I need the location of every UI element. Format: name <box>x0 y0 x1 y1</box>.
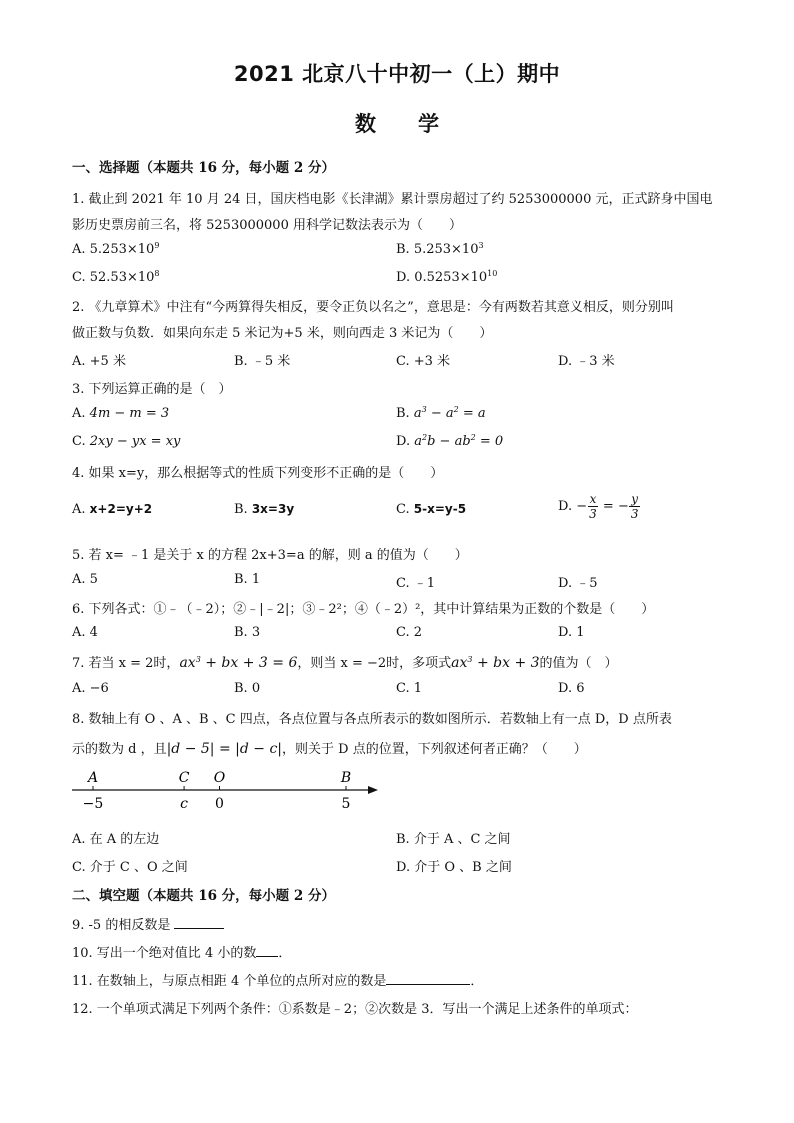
q10-stem: 10. 写出一个绝对值比 4 小的数 ． <box>72 946 292 961</box>
point-name-b: B <box>340 770 352 786</box>
q5-option-a: A. 5 <box>72 572 98 587</box>
q1-option-b: B. $5.253\times 10^3$ <box>396 241 484 257</box>
section1-heading: 一、选择题（本题共 16 分，每小题 2 分） <box>72 160 335 176</box>
q8-option-d: D. 介于 O 、B 之间 <box>396 860 512 875</box>
q6-option-c: C. 2 <box>396 625 423 640</box>
q10-answer-blank[interactable] <box>256 944 278 957</box>
q1-option-d: D. $0.5253\times 10^{10}$ <box>396 269 498 285</box>
point-name-a: A <box>87 770 99 786</box>
q2-option-b: B. ﹣5 米 <box>234 354 291 369</box>
q2-stem-line1: 2. 《九章算术》中注有“今两算得失相反，要令正负以名之”，意思是：今有两数若其意义相反，则分别叫 <box>72 300 674 315</box>
q2-option-d: D. ﹣3 米 <box>558 354 615 369</box>
q4-option-a: A. x+2=y+2 <box>72 502 153 517</box>
point-value-b: 5 <box>341 796 351 812</box>
point-value-c: c <box>180 796 189 812</box>
q8-stem-line2: 示的数为 d ，且|d − 5| = |d − c|，则关于 D 点的位置，下列叙述何者正确？（ ） <box>72 741 587 757</box>
q7-option-c: C. 1 <box>396 681 423 696</box>
q7-option-a: A. −6 <box>72 681 109 696</box>
q9-answer-blank[interactable] <box>174 916 224 929</box>
q6-option-a: A. 4 <box>72 625 98 640</box>
q3-option-b: B. $a^3 - a^2 = a$ <box>396 405 486 421</box>
q1-stem-line2: 影历史票房前三名，将 5253000000 用科学记数法表示为（ ） <box>72 218 462 233</box>
q8-option-b: B. 介于 A 、C 之间 <box>396 832 511 847</box>
q3-option-c: C. 2xy − yx = xy <box>72 434 181 449</box>
q1-stem-line1: 1. 截止到 2021 年 10 月 24 日，国庆档电影《长津湖》累计票房超过了约 5253000000 元，正式跻身中国电 <box>72 192 713 207</box>
q4-option-d: D. − $\frac{x}{3}$ = − $\frac{y}{3}$ <box>558 492 639 521</box>
q2-stem-line2: 做正数与负数．如果向东走 5 米记为+5 米，则向西走 3 米记为（ ） <box>72 326 493 341</box>
point-value-a: −5 <box>82 796 104 812</box>
point-name-o: O <box>213 770 226 786</box>
section2-heading: 二、填空题（本题共 16 分，每小题 2 分） <box>72 888 335 904</box>
q2-option-a: A. +5 米 <box>72 354 126 369</box>
q11-answer-blank[interactable] <box>386 972 470 985</box>
fraction-x-over-3: $\frac{x}{3}$ <box>589 492 597 521</box>
q4-option-c: C. 5-x=y-5 <box>396 502 467 517</box>
q4-stem: 4. 如果 x=y，那么根据等式的性质下列变形不正确的是（ ） <box>72 466 444 481</box>
q8-option-a: A. 在 A 的左边 <box>72 832 160 847</box>
q7-option-d: D. 6 <box>558 681 585 696</box>
q12-stem: 12. 一个单项式满足下列两个条件：①系数是﹣2；②次数是 3．写出一个满足上述条件的单项式： <box>72 1002 638 1017</box>
point-value-o: 0 <box>215 796 224 812</box>
q3-option-d: D. $a^2b - ab^2 = 0$ <box>396 433 504 449</box>
q6-stem: 6. 下列各式：①﹣（﹣2）；②﹣|﹣2|；③﹣2²；④（﹣2）²，其中计算结果为正数的个数是（ ） <box>72 602 655 617</box>
q5-option-b: B. 1 <box>234 572 261 587</box>
page-title: 2021 北京八十中初一（上）期中 <box>233 62 561 86</box>
q5-option-c: C. ﹣1 <box>396 576 436 591</box>
q7-stem: 7. 若当 x = 2时，$ax^3$ + bx + 3 = 6，则当 x = −2时，多项式$ax^3$ + bx + 3的值为（ ） <box>72 655 618 671</box>
number-line-arrow-icon <box>368 786 378 794</box>
q8-stem-line1: 8. 数轴上有 O 、A 、B 、C 四点，各点位置与各点所表示的数如图所示．若数轴上有一点 D，D 点所表 <box>72 712 672 727</box>
q9-stem: 9. -5 的相反数是 <box>72 914 224 933</box>
point-name-c: C <box>178 770 190 786</box>
number-line-figure <box>68 766 388 818</box>
q4-option-b: B. 3x=3y <box>234 502 295 517</box>
q7-option-b: B. 0 <box>234 681 261 696</box>
q6-option-d: D. 1 <box>558 625 585 640</box>
q1-option-a: A. $5.253\times 10^9$ <box>72 241 160 257</box>
q5-option-d: D. ﹣5 <box>558 576 598 591</box>
q6-option-b: B. 3 <box>234 625 261 640</box>
q3-stem: 3. 下列运算正确的是（ ） <box>72 382 232 397</box>
q11-stem: 11. 在数轴上，与原点相距 4 个单位的点所对应的数是 ． <box>72 974 484 989</box>
q1-option-c: C. $52.53\times 10^8$ <box>72 269 160 285</box>
fraction-y-over-3: $\frac{y}{3}$ <box>630 492 639 521</box>
q3-option-a: A. 4m − m = 3 <box>72 406 170 421</box>
q5-stem: 5. 若 x= ﹣1 是关于 x 的方程 2x+3=a 的解，则 a 的值为（ ） <box>72 548 468 563</box>
q2-option-c: C. +3 米 <box>396 354 451 369</box>
q8-option-c: C. 介于 C 、O 之间 <box>72 860 188 875</box>
subject-title: 数 学 <box>355 112 439 136</box>
